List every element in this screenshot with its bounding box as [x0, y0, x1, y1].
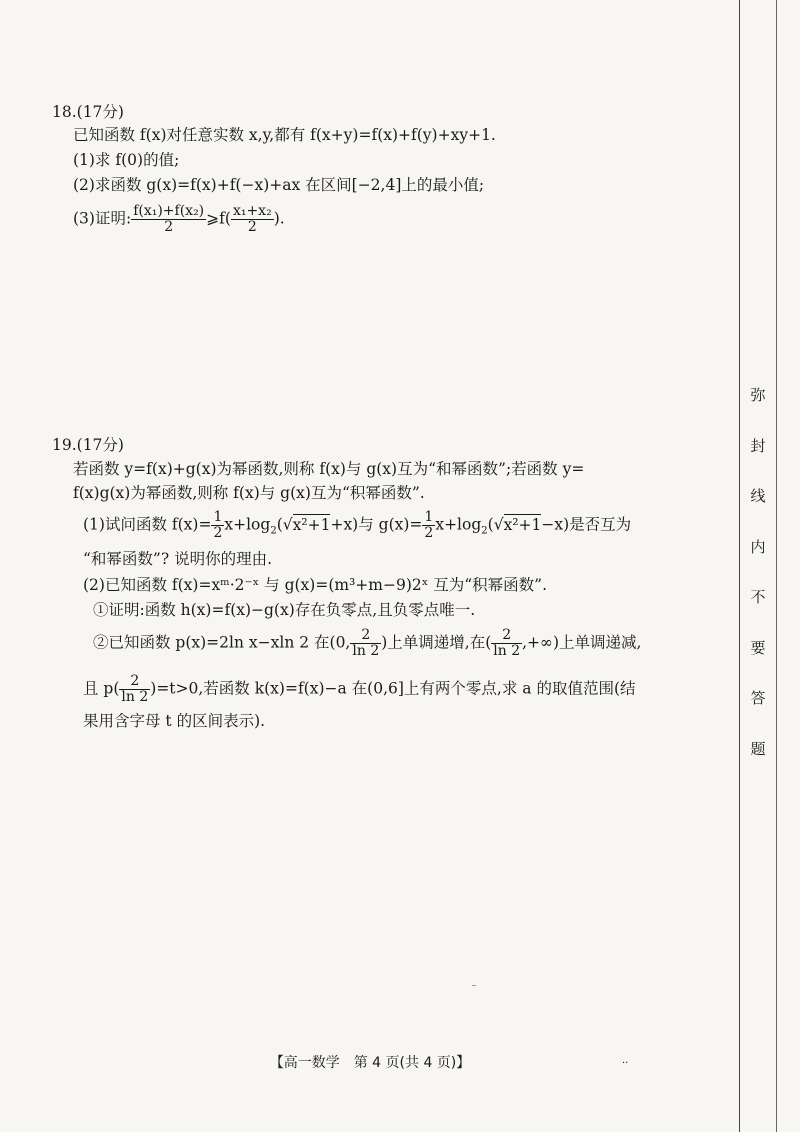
q18-frac-right-num: x₁+x₂	[232, 203, 272, 219]
q19-part1-line2: “和幂函数”? 说明你的理由.	[83, 550, 273, 568]
q19-number: 19.(17分)	[52, 436, 124, 454]
q19-p22-c: ,+∞)上单调递减,	[522, 633, 642, 652]
q19-part2-2	[93, 628, 641, 659]
q19-p23-b: )=t>0,若函数 k(x)=f(x)−a 在(0,6]上有两个零点,求 a 的取值范围(结	[150, 679, 636, 698]
footer-mark: ··	[622, 1058, 629, 1069]
seal-line-right	[776, 0, 777, 1132]
q18-part3-mid: ⩾f(	[206, 209, 231, 228]
q18-frac-right	[231, 204, 274, 235]
q19-p23-a: 且 p(	[83, 679, 120, 698]
q19-half-1-num: 1	[213, 509, 223, 525]
q18-stem: 已知函数 f(x)对任意实数 x,y,都有 f(x+y)=f(x)+f(y)+xy+1.	[73, 126, 496, 144]
log-base: 2	[270, 525, 277, 537]
q19-p1-i: −x)是否互为	[541, 515, 632, 534]
q18-frac-left	[131, 204, 206, 235]
q19-frac-a-num: 2	[350, 628, 381, 644]
q18-frac-right-den: 2	[247, 219, 257, 235]
q19-part1	[83, 510, 631, 541]
q18-frac-left-num: f(x₁)+f(x₂)	[133, 203, 205, 219]
q18-part3-label: (3)证明:	[73, 209, 132, 228]
q19-part2: (2)已知函数 f(x)=xᵐ·2⁻ˣ 与 g(x)=(m³+m−9)2ˣ 互为“积幂函数”.	[83, 576, 548, 594]
q18-part3-end: ).	[273, 209, 285, 228]
seal-notice	[741, 388, 775, 792]
seal-char: 封	[750, 436, 766, 455]
q19-half-1	[211, 510, 224, 541]
scan-speck	[472, 985, 476, 986]
q19-half-1-den: 2	[213, 525, 223, 541]
q19-half-2	[422, 510, 435, 541]
q19-frac-a	[350, 628, 381, 659]
q19-frac-c	[119, 674, 150, 705]
q19-part2-1: ①证明:函数 h(x)=f(x)−g(x)存在负零点,且负零点唯一.	[93, 601, 476, 619]
q19-p1-c: (√	[276, 515, 293, 534]
q19-p1-d: x²+1	[292, 515, 331, 534]
seal-char: 线	[750, 487, 766, 505]
q19-line2: f(x)g(x)为幂函数,则称 f(x)与 g(x)互为“积幂函数”.	[73, 484, 425, 502]
log-base: 2	[481, 525, 488, 537]
seal-char: 答	[750, 689, 766, 707]
q19-p1-g: (√	[487, 515, 504, 534]
seal-char: 要	[750, 638, 766, 657]
seal-char: 不	[750, 588, 766, 606]
seal-char: 内	[750, 537, 766, 556]
q19-p1-h: x²+1	[503, 515, 542, 534]
q19-frac-b	[491, 628, 522, 659]
q19-frac-b-den: ln 2	[493, 643, 521, 659]
q19-frac-c-den: ln 2	[121, 689, 149, 705]
q19-p22-a: ②已知函数 p(x)=2ln x−xln 2 在(0,	[93, 633, 351, 652]
q18-number: 18.(17分)	[52, 103, 124, 121]
seal-char: 题	[750, 739, 766, 758]
seal-char: 弥	[750, 386, 766, 404]
q19-frac-c-num: 2	[119, 674, 150, 690]
q18-part1: (1)求 f(0)的值;	[73, 151, 180, 169]
q19-frac-a-den: ln 2	[352, 643, 380, 659]
q18-frac-left-den: 2	[164, 219, 174, 235]
q19-half-2-num: 1	[424, 509, 434, 525]
q19-half-2-den: 2	[424, 525, 434, 541]
q19-frac-b-num: 2	[491, 628, 522, 644]
q19-p1-b: x+log	[224, 515, 271, 534]
q19-p1-e: +x)与 g(x)=	[330, 515, 423, 534]
q18-part2: (2)求函数 g(x)=f(x)+f(−x)+ax 在区间[−2,4]上的最小值;	[73, 176, 485, 194]
q19-p22-b: )上单调递增,在(	[381, 633, 492, 652]
seal-line-left	[739, 0, 740, 1132]
q19-part2-3	[83, 674, 636, 705]
page-footer: 【高一数学 第 4 页(共 4 页)】	[269, 1055, 471, 1071]
q19-p1-f: x+log	[435, 515, 482, 534]
q18-part3	[73, 204, 285, 235]
q19-p1-a: (1)试问函数 f(x)=	[83, 515, 212, 534]
q19-part2-4: 果用含字母 t 的区间表示).	[83, 712, 266, 730]
q19-line1: 若函数 y=f(x)+g(x)为幂函数,则称 f(x)与 g(x)互为“和幂函数”;若函数 y=	[73, 460, 585, 478]
